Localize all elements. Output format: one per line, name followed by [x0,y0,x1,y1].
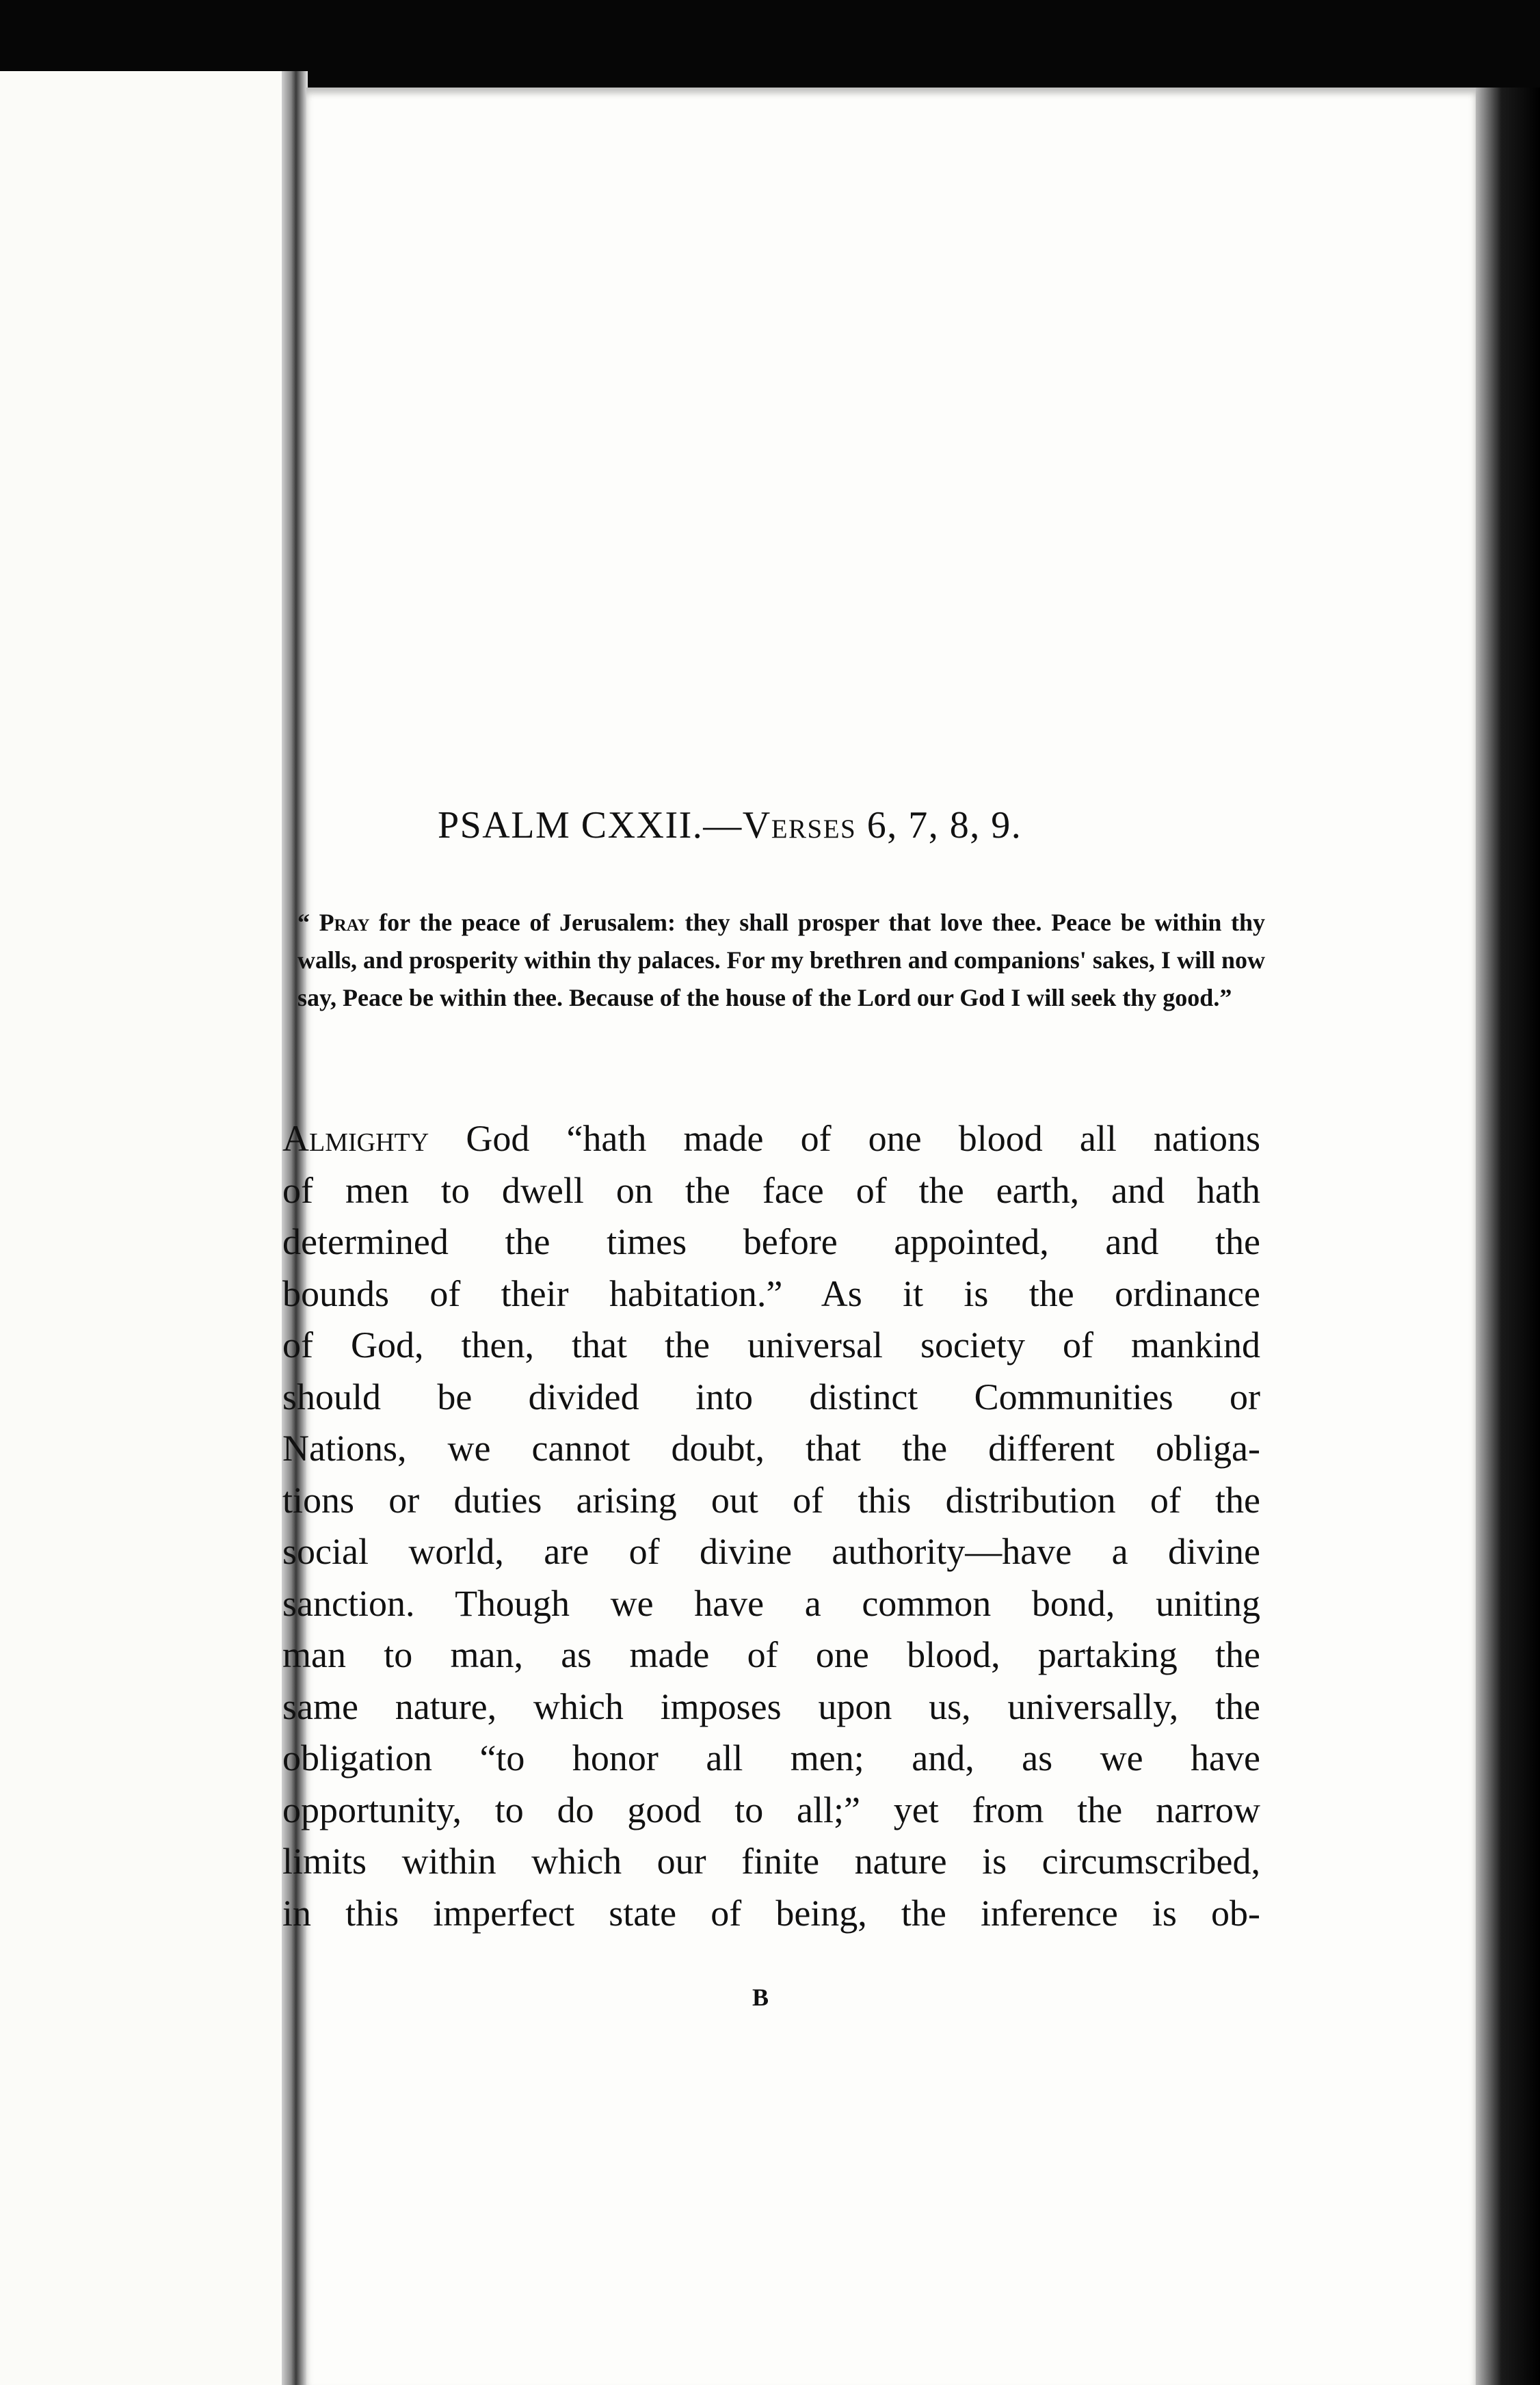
body-line: man to man, as made of one blood, partaking the [282,1634,1260,1675]
body-line: of God, then, that the universal society of mankind [282,1324,1260,1365]
body-line: Nations, we cannot doubt, that the different obliga- [282,1428,1260,1469]
title-main: PSALM CXXII.— [438,804,743,847]
epigraph-quote [297,904,1265,1017]
body-line: in this imperfect state of being, the inference is ob- [282,1892,1260,1934]
epigraph-first-word: Pray [319,909,370,936]
body-line: of men to dwell on the face of the earth, and hath [282,1169,1260,1211]
body-line: social world, are of divine authority—have a divine [282,1531,1260,1572]
title-verses-word: Verses [742,804,857,847]
body-line: same nature, which imposes upon us, universally, the [282,1686,1260,1727]
epigraph-open-quote: “ [297,909,319,936]
body-line: tions or duties arising out of this distribution of the [282,1479,1260,1521]
body-line-text: God “hath made of one blood all nations [429,1118,1260,1159]
body-line: determined the times before appointed, and the [282,1221,1260,1262]
body-line [282,1113,1260,1165]
page-title [438,803,1354,847]
left-blank-leaf [0,71,286,2385]
body-line: sanction. Though we have a common bond, uniting [282,1582,1260,1624]
body-line: obligation “to honor all men; and, as we have [282,1737,1260,1778]
epigraph-text: for the peace of Jerusalem: they shall prosper that love thee. Peace be within thy walls, and prosperity within thy palaces. For my brethren and companions' sakes, I will now say, Peace be within thee. Because of the house of the Lord our God I will seek thy good.” [297,909,1266,1011]
body-first-word: Almighty [282,1118,429,1159]
body-paragraph [282,1113,1260,1939]
body-line: should be divided into distinct Communities or [282,1376,1260,1417]
body-line: opportunity, to do good to all;” yet from the narrow [282,1789,1260,1830]
title-verses-numbers: 6, 7, 8, 9. [856,804,1022,847]
page-edge-shadow [1476,88,1540,2385]
signature-mark: B [752,1984,769,2011]
body-line: limits within which our finite nature is circumscribed, [282,1841,1260,1882]
body-line: bounds of their habitation.” As it is the ordinance [282,1273,1260,1314]
